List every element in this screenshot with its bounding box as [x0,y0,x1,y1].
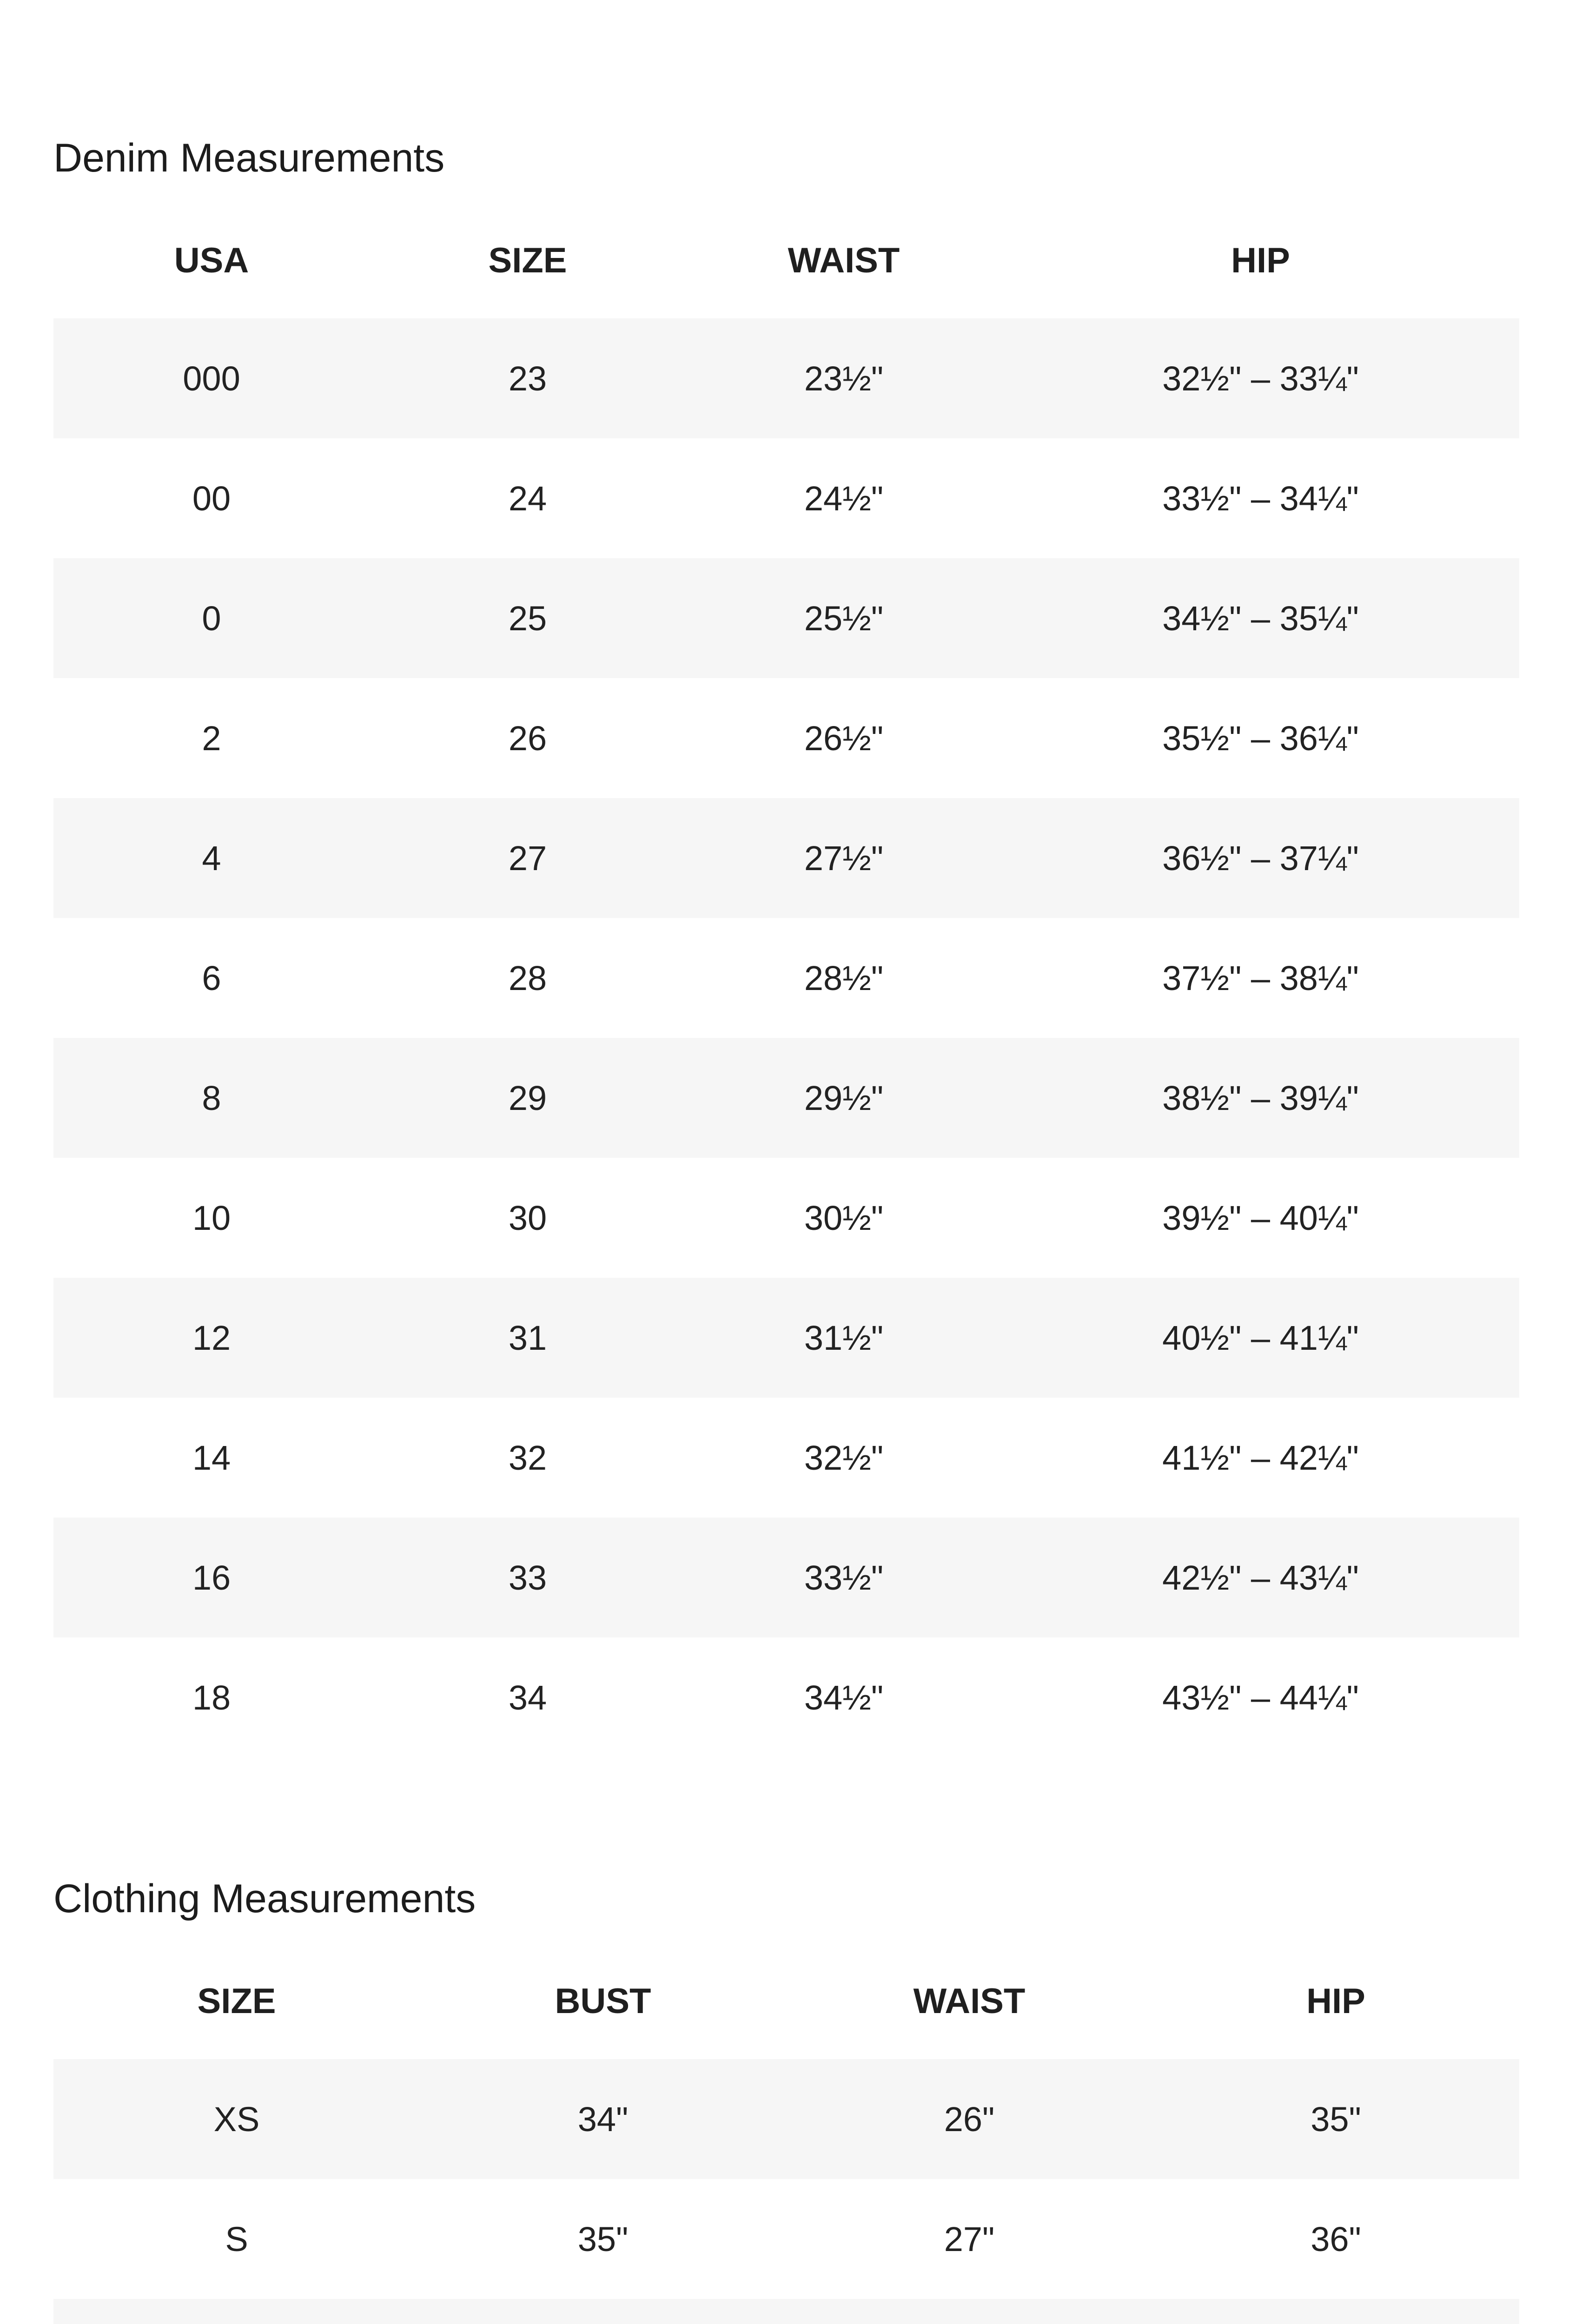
clothing-cell-bust: 35" [577,2219,629,2258]
denim-cell-hip: 36½" – 37¼" [1162,838,1359,878]
denim-table-row [53,1398,1519,1518]
denim-cell-waist: 30½" [804,1198,884,1237]
clothing-cell-waist: 27" [944,2219,995,2258]
denim-cell-waist: 25½" [804,599,884,638]
denim-cell-hip: 33½" – 34¼" [1162,479,1359,518]
denim-cell-size: 28 [508,958,547,997]
clothing-cell-bust [420,2299,786,2324]
denim-cell-hip: 38½" – 39¼" [1162,1078,1359,1117]
clothing-table-row [53,2059,1519,2179]
denim-cell-waist: 28½" [804,958,884,997]
denim-cell-size: 32 [508,1438,547,1477]
denim-cell-waist: 33½" [804,1558,884,1597]
clothing-cell-size [53,2299,420,2324]
denim-cell-usa: 12 [192,1318,231,1357]
clothing-table-body [53,2059,1519,2324]
denim-table-body [53,318,1519,1757]
denim-cell-usa: 16 [192,1558,231,1597]
clothing-cell-size: S [225,2219,248,2258]
denim-table-header [53,202,1519,318]
denim-cell-usa: 18 [192,1678,231,1717]
denim-cell-usa: 0 [202,599,221,638]
denim-table-row [53,1038,1519,1158]
denim-cell-usa: 2 [202,719,221,758]
denim-cell-usa: 000 [183,359,240,398]
denim-table-row [53,1637,1519,1757]
denim-cell-waist: 23½" [804,359,884,398]
clothing-section-title: Clothing Measurements [53,1876,476,1921]
clothing-header-waist: WAIST [913,1981,1026,2021]
clothing-cell-size: XS [213,2100,260,2139]
clothing-header-hip: HIP [1306,1981,1365,2021]
denim-cell-usa: 6 [202,958,221,997]
clothing-cell-hip: 35" [1311,2100,1361,2139]
denim-cell-usa: 14 [192,1438,231,1477]
clothing-table-row [53,2179,1519,2299]
denim-table-row [53,798,1519,918]
denim-cell-hip: 42½" – 43¼" [1162,1558,1359,1597]
denim-cell-usa: 4 [202,838,221,878]
denim-header-size: SIZE [488,240,567,280]
denim-cell-usa: 00 [192,479,231,518]
denim-cell-usa: 10 [192,1198,231,1237]
denim-header-usa: USA [174,240,249,280]
denim-cell-size: 29 [508,1078,547,1117]
denim-measurements-section [53,116,1519,1757]
denim-cell-hip: 37½" – 38¼" [1162,958,1359,997]
denim-table-row [53,1158,1519,1278]
denim-cell-waist: 32½" [804,1438,884,1477]
denim-table-row [53,918,1519,1038]
clothing-cell-hip: 36" [1311,2219,1361,2258]
denim-table-row [53,558,1519,678]
clothing-header-bust: BUST [555,1981,651,2021]
denim-header-waist: WAIST [788,240,900,280]
denim-cell-waist: 26½" [804,719,884,758]
clothing-cell-waist [786,2299,1152,2324]
denim-cell-size: 34 [508,1678,547,1717]
denim-cell-waist: 27½" [804,838,884,878]
denim-cell-hip: 41½" – 42¼" [1162,1438,1359,1477]
clothing-cell-hip [1152,2299,1519,2324]
denim-header-hip: HIP [1231,240,1290,280]
denim-cell-size: 24 [508,479,547,518]
denim-cell-hip: 35½" – 36¼" [1162,719,1359,758]
denim-table-row [53,1518,1519,1637]
clothing-header-size: SIZE [197,1981,276,2021]
clothing-cell-waist: 26" [944,2100,995,2139]
denim-cell-size: 26 [508,719,547,758]
denim-cell-usa: 8 [202,1078,221,1117]
denim-cell-hip: 34½" – 35¼" [1162,599,1359,638]
denim-cell-waist: 24½" [804,479,884,518]
denim-section-title: Denim Measurements [53,136,445,180]
denim-cell-waist: 34½" [804,1678,884,1717]
denim-cell-size: 25 [508,599,547,638]
denim-cell-hip: 32½" – 33¼" [1162,359,1359,398]
denim-cell-size: 30 [508,1198,547,1237]
denim-table-row [53,678,1519,798]
clothing-cell-bust: 34" [577,2100,629,2139]
clothing-table-header [53,1943,1519,2059]
clothing-measurements-section [53,1857,1519,2324]
clothing-table-row [53,2299,1519,2324]
denim-cell-waist: 29½" [804,1078,884,1117]
denim-table-row [53,318,1519,438]
denim-cell-size: 27 [508,838,547,878]
denim-cell-hip: 39½" – 40¼" [1162,1198,1359,1237]
denim-cell-waist: 31½" [804,1318,884,1357]
denim-table-row [53,438,1519,558]
denim-cell-size: 31 [508,1318,547,1357]
denim-cell-hip: 40½" – 41¼" [1162,1318,1359,1357]
denim-cell-hip: 43½" – 44¼" [1162,1678,1359,1717]
denim-cell-size: 23 [508,359,547,398]
denim-table-row [53,1278,1519,1398]
denim-cell-size: 33 [508,1558,547,1597]
